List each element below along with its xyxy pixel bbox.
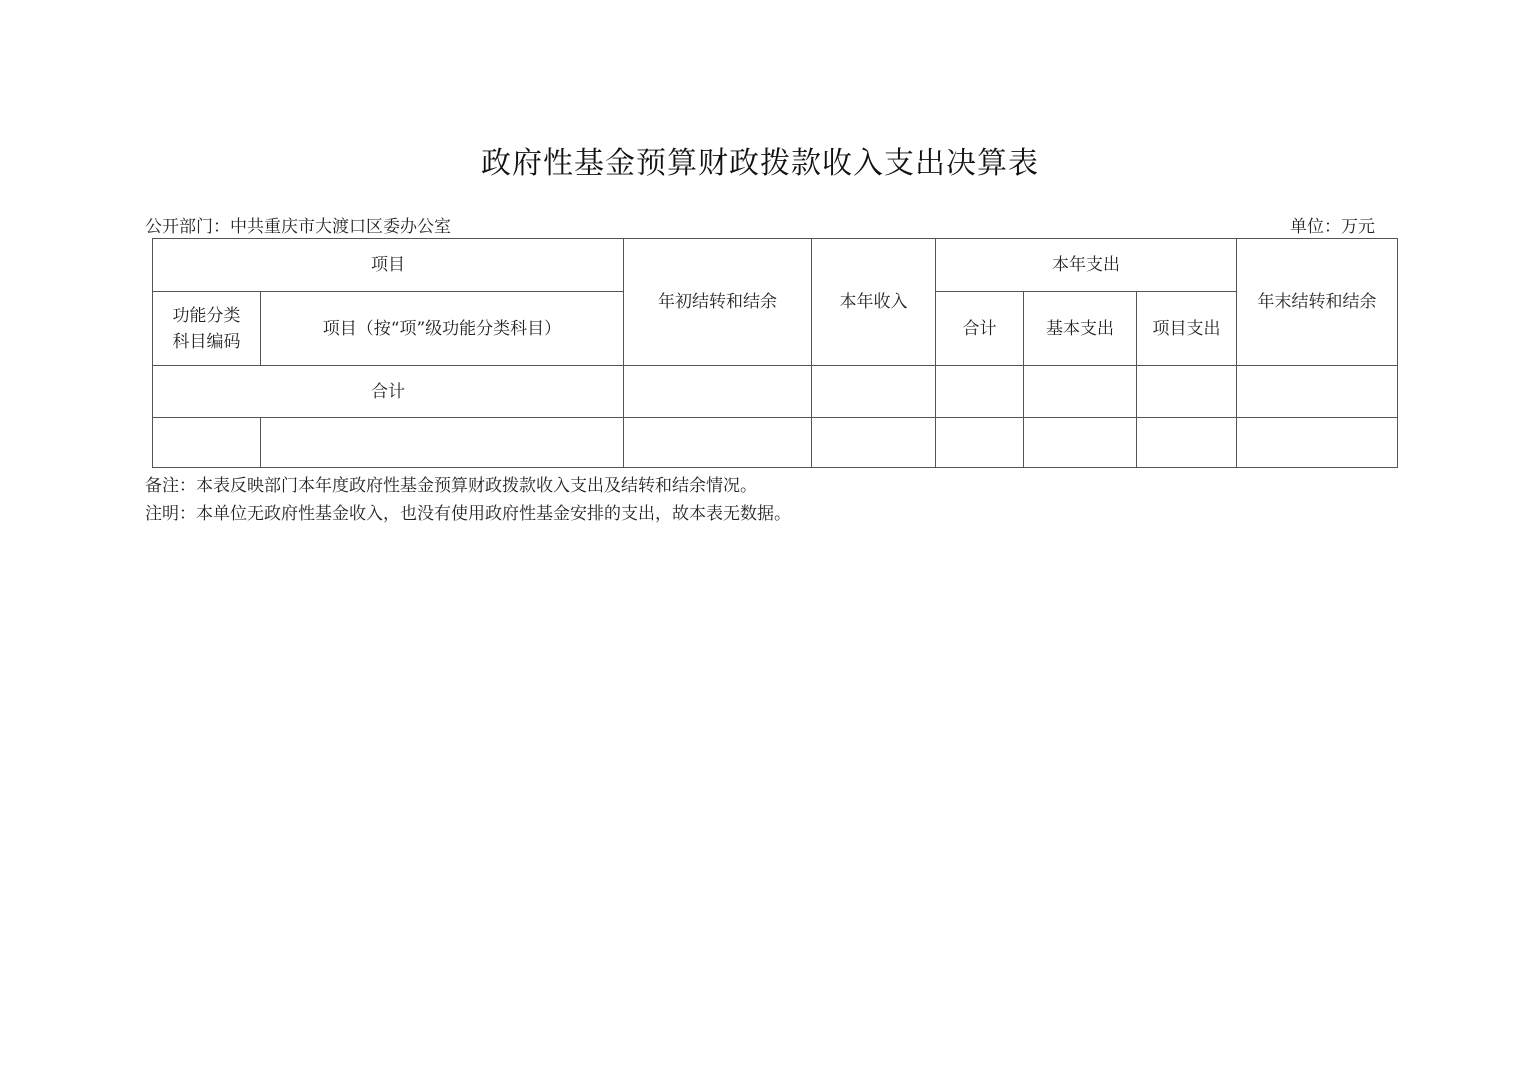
unit-label: 单位：万元: [1290, 217, 1375, 237]
total-expense-basic-cell: [1024, 366, 1137, 418]
total-begin-balance-cell: [624, 366, 812, 418]
empty-cell: [624, 418, 812, 468]
header-end-balance: 年末结转和结余: [1237, 239, 1398, 366]
empty-cell: [1137, 418, 1237, 468]
explanation-note: 注明：本单位无政府性基金收入，也没有使用政府性基金安排的支出，故本表无数据。: [145, 504, 791, 524]
empty-cell: [1024, 418, 1137, 468]
empty-cell: [261, 418, 624, 468]
total-end-balance-cell: [1237, 366, 1398, 418]
total-expense-project-cell: [1137, 366, 1237, 418]
remark-note: 备注：本表反映部门本年度政府性基金预算财政拨款收入支出及结转和结余情况。: [145, 476, 757, 496]
total-expense-total-cell: [936, 366, 1024, 418]
empty-cell: [1237, 418, 1398, 468]
header-item: 项目: [153, 239, 624, 292]
header-expense: 本年支出: [936, 239, 1237, 292]
empty-cell: [153, 418, 261, 468]
header-func-code-text: 功能分类科目编码: [172, 305, 241, 352]
header-begin-balance: 年初结转和结余: [624, 239, 812, 366]
header-expense-total: 合计: [936, 292, 1024, 366]
header-item-desc: 项目（按“项”级功能分类科目）: [261, 292, 624, 366]
total-label: 合计: [153, 366, 624, 418]
header-expense-project: 项目支出: [1137, 292, 1237, 366]
header-row-1: [153, 239, 1398, 292]
total-income-cell: [812, 366, 936, 418]
header-income: 本年收入: [812, 239, 936, 366]
header-expense-basic: 基本支出: [1024, 292, 1137, 366]
fund-table: [152, 238, 1398, 468]
header-func-code: [153, 292, 261, 366]
empty-data-row: [153, 418, 1398, 468]
department-label: 公开部门：中共重庆市大渡口区委办公室: [145, 217, 451, 237]
total-row: [153, 366, 1398, 418]
page-title: 政府性基金预算财政拨款收入支出决算表: [481, 146, 1039, 181]
empty-cell: [936, 418, 1024, 468]
empty-cell: [812, 418, 936, 468]
